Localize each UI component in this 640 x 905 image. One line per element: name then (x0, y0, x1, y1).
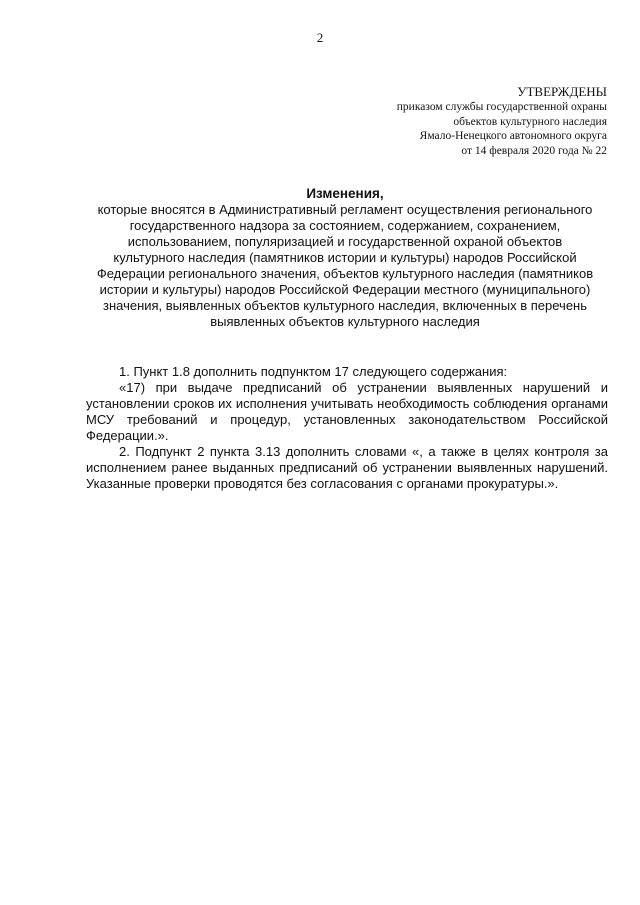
paragraph-item-1: 1. Пункт 1.8 дополнить подпунктом 17 следующего содержания: (119, 364, 508, 379)
approval-block (287, 84, 607, 158)
approval-line-order: приказом службы государственной охраны (396, 101, 607, 113)
page-number: 2 (316, 30, 324, 45)
document-body (86, 364, 608, 492)
approval-line-region: Ямало-Ненецкого автономного округа (419, 130, 607, 142)
paragraph-item-2: 2. Подпункт 2 пункта 3.13 дополнить словами «, а также в целях контроля за исполнением ранее выданных предписаний об устранении выявленных нарушений. Указанные проверки проводятся без согласования с органами прокуратуры.». (86, 444, 608, 491)
document-subtitle: которые вносятся в Административный регламент осуществления регионального государственного надзора за состоянием, содержанием, сохранением, использованием, популяризацией и государственной охраной объектов культурного наследия (памятников истории и культуры) народов Российской Федерации регионального значения, объектов культурного наследия (памятников истории и культуры) народов Российской Федерации местного (муниципального) значения, выявленных объектов культурного наследия, включенных в перечень выявленных объектов культурного наследия (96, 202, 594, 329)
document-title: Изменения, (306, 186, 384, 201)
approval-line-date: от 14 февраля 2020 года № 22 (461, 144, 607, 157)
document-heading (75, 186, 615, 330)
approval-title: УТВЕРЖДЕНЫ (517, 84, 607, 99)
paragraph-item-1-content: «17) при выдаче предписаний об устранении выявленных нарушений и установлении сроков их исполнения учитывать необходимость соблюдения органами МСУ требований и процедур, установленных законодательством Российской Федерации.». (86, 380, 608, 443)
approval-line-objects: объектов культурного наследия (453, 115, 607, 128)
